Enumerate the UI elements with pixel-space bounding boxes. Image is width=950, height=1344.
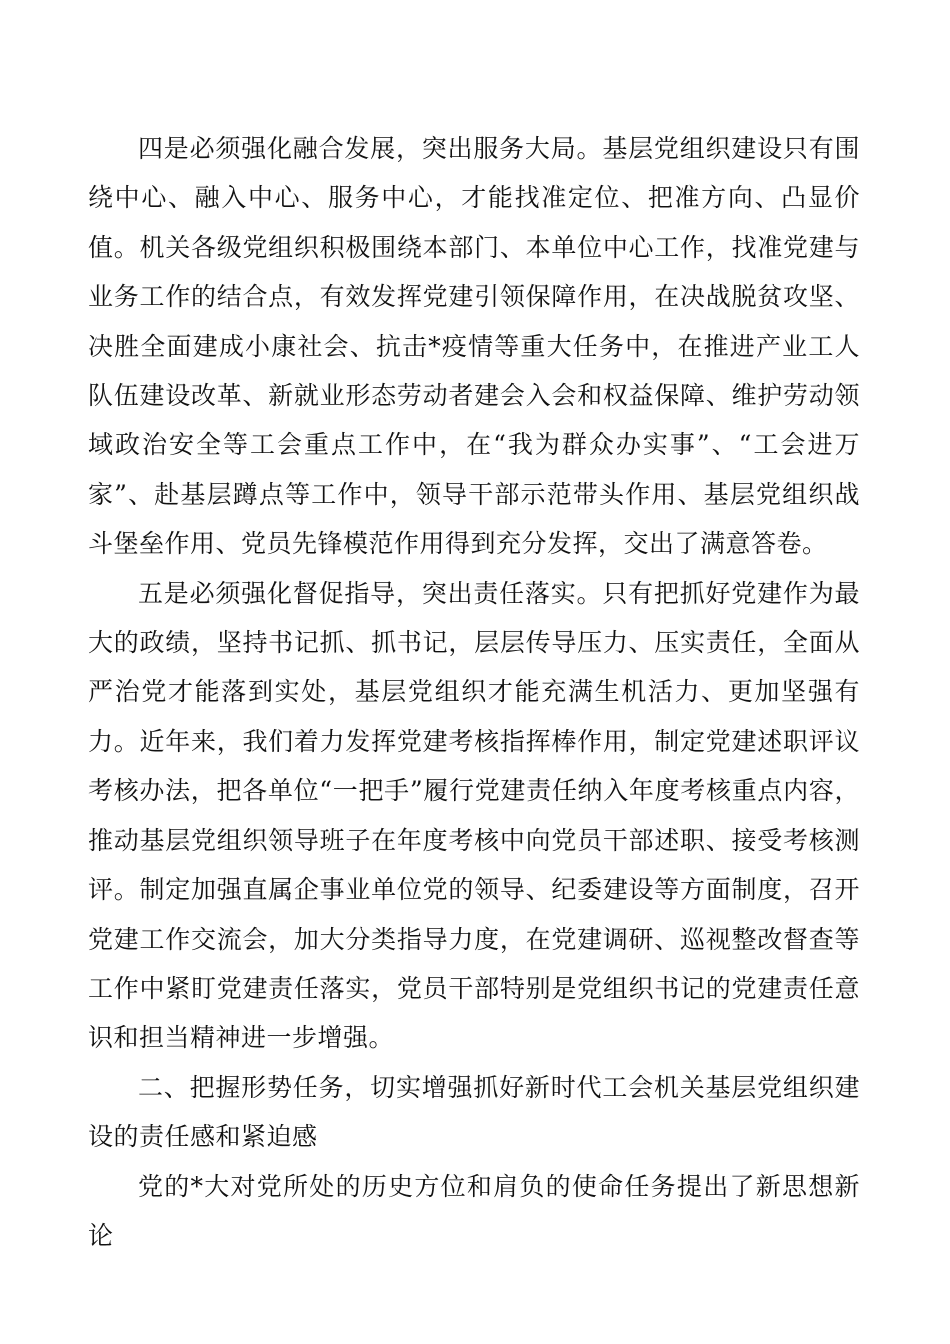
section-heading-two: 二、把握形势任务，切实增强抓好新时代工会机关基层党组织建设的责任感和紧迫感	[88, 1072, 860, 1152]
document-body	[88, 124, 860, 1260]
paragraph-section-two-intro: 党的*大对党所处的历史方位和肩负的使命任务提出了新思想新论	[88, 1171, 860, 1250]
paragraph-point-five: 五是必须强化督促指导，突出责任落实。只有把抓好党建作为最大的政绩，坚持书记抓、抓书记，层层传导压力、压实责任，全面从严治党才能落到实处，基层党组织才能充满生机活力、更加坚强有力。近年来，我们着力发挥党建考核指挥棒作用，制定党建述职评议考核办法，把各单位“一把手”履行党建责任纳入年度考核重点内容，推动基层党组织领导班子在年度考核中向党员干部述职、接受考核测评。制定加强直属企事业单位党的领导、纪委建设等方面制度，召开党建工作交流会，加大分类指导力度，在党建调研、巡视整改督查等工作中紧盯党建责任落实，党员干部特别是党组织书记的党建责任意识和担当精神进一步增强。	[88, 578, 860, 1053]
paragraph-point-four: 四是必须强化融合发展，突出服务大局。基层党组织建设只有围绕中心、融入中心、服务中心，才能找准定位、把准方向、凸显价值。机关各级党组织积极围绕本部门、本单位中心工作，找准党建与业务工作的结合点，有效发挥党建引领保障作用，在决战脱贫攻坚、决胜全面建成小康社会、抗击*疫情等重大任务中，在推进产业工人队伍建设改革、新就业形态劳动者建会入会和权益保障、维护劳动领域政治安全等工会重点工作中，在“我为群众办实事”、“工会进万家”、赴基层蹲点等工作中，领导干部示范带头作用、基层党组织战斗堡垒作用、党员先锋模范作用得到充分发挥，交出了满意答卷。	[88, 134, 860, 559]
